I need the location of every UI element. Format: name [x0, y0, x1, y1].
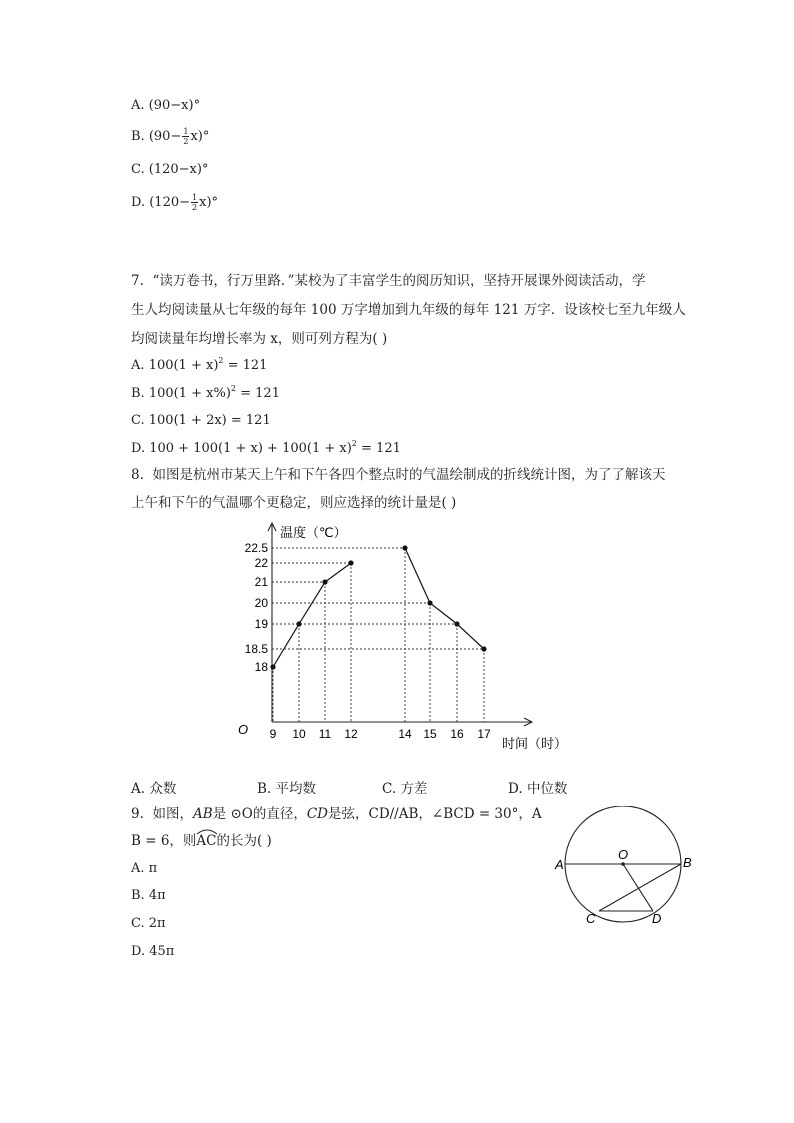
fraction: $\frac{1}{2}$ — [192, 193, 198, 212]
q8-choice-b[interactable] — [257, 777, 316, 797]
segment-cd: CD — [306, 806, 328, 822]
x-axis-label: 时间（时） — [502, 736, 568, 751]
question-number: 7. — [131, 273, 144, 289]
option-letter: B. — [131, 129, 145, 144]
series-line — [273, 563, 351, 667]
q6-option-c[interactable] — [131, 161, 208, 179]
option-text: (120−x)° — [148, 162, 209, 177]
option-text: 方差 — [400, 781, 428, 797]
label-d: D — [652, 911, 662, 926]
data-point — [454, 621, 459, 626]
option-text: 4π — [148, 888, 166, 903]
option-letter: B. — [131, 888, 145, 903]
q7-option-d[interactable] — [131, 440, 401, 458]
option-letter: C. — [131, 162, 145, 177]
q7-text-1: “读万卷书，行万里路．”某校为了丰富学生的阅历知识，坚持开展课外阅读活动，学 — [152, 273, 646, 289]
option-text: = 121 — [223, 358, 268, 373]
option-text: 2π — [148, 916, 166, 931]
data-point — [402, 545, 407, 550]
option-text: 众数 — [149, 781, 177, 797]
option-letter: A. — [131, 861, 145, 876]
option-letter: D. — [131, 441, 146, 456]
data-point — [348, 560, 353, 565]
option-letter: A. — [131, 781, 146, 797]
option-letter: D. — [131, 944, 146, 959]
q8-line-2: 上午和下午的气温哪个更稳定，则应选择的统计量是( ) — [131, 495, 457, 511]
segment-od — [623, 864, 653, 911]
x-tick-label: 17 — [477, 727, 491, 741]
x-tick-label: 15 — [423, 727, 437, 741]
y-tick-label: 22 — [254, 556, 268, 570]
option-text: = 121 — [236, 386, 280, 401]
q7-option-a[interactable] — [131, 357, 267, 375]
option-letter: C. — [382, 781, 397, 797]
option-letter: A. — [131, 98, 145, 113]
question-number: 9. — [131, 806, 144, 822]
q9-text: B = 6，则 — [131, 833, 197, 849]
exponent: 2 — [351, 439, 357, 448]
q9-option-c[interactable] — [131, 915, 166, 933]
segment-ab: AB — [192, 806, 213, 822]
option-text: 100(1 + x) — [148, 358, 219, 373]
y-tick-label: 21 — [254, 575, 268, 589]
q6-option-d[interactable] — [131, 193, 218, 212]
data-point — [270, 664, 275, 669]
q9-line-2 — [131, 832, 272, 850]
q6-option-a[interactable] — [131, 97, 200, 115]
option-text: 100(1 + 2x) = 121 — [148, 413, 271, 428]
option-text: (90−x)° — [148, 98, 201, 113]
y-tick-label: 18 — [254, 660, 268, 674]
q9-line-1 — [131, 805, 542, 823]
x-tick-label: 16 — [450, 727, 464, 741]
y-tick-label: 18.5 — [244, 642, 268, 656]
option-text: 中位数 — [526, 781, 568, 797]
option-letter: D. — [508, 781, 523, 797]
q8-text-1: 如图是杭州市某天上午和下午各四个整点时的气温绘制成的折线统计图，为了了解该天 — [152, 467, 666, 483]
data-point — [427, 600, 432, 605]
q9-text: 的长为( ) — [216, 833, 272, 849]
q6-option-b[interactable] — [131, 127, 209, 146]
q9-text: 是 ⊙O的直径， — [212, 806, 307, 822]
option-text: 平均数 — [275, 781, 317, 797]
q9-option-b[interactable] — [131, 887, 166, 905]
q7-line-2: 生人均阅读量从七年级的每年 100 万字增加到九年级的每年 121 万字．设该校七至九年级人 — [131, 302, 686, 318]
x-tick-label: 11 — [318, 727, 332, 741]
q8-choice-d[interactable] — [508, 777, 567, 797]
x-tick-label: 14 — [398, 727, 412, 741]
option-text: π — [148, 861, 158, 876]
option-text-post: x)° — [190, 129, 210, 144]
arc-symbol-icon — [196, 829, 218, 835]
q8-line-1 — [131, 466, 665, 484]
segment-bc — [599, 864, 681, 911]
q9-option-a[interactable] — [131, 860, 157, 878]
option-letter: B. — [257, 781, 272, 797]
fraction: $\frac{1}{2}$ — [183, 127, 189, 146]
temperature-line-chart — [220, 515, 580, 760]
q7-line-1 — [131, 272, 646, 290]
question-number: 8. — [131, 467, 144, 483]
option-text: 45π — [149, 944, 175, 959]
circle-figure — [552, 806, 694, 930]
option-text-pre: (90− — [148, 129, 182, 144]
series-line — [405, 548, 484, 649]
q8-choice-a[interactable] — [131, 777, 176, 797]
label-c: C — [586, 911, 596, 926]
option-text: 100 + 100(1 + x) + 100(1 + x) — [149, 441, 352, 456]
option-letter: A. — [131, 358, 145, 373]
q7-option-b[interactable] — [131, 385, 280, 403]
option-text-post: x)° — [199, 195, 219, 210]
option-letter: C. — [131, 413, 145, 428]
label-b: B — [683, 855, 692, 870]
option-text: = 121 — [356, 441, 401, 456]
exponent: 2 — [230, 384, 236, 393]
q7-line-3: 均阅读量年均增长率为 x，则可列方程为( ) — [131, 331, 388, 347]
option-letter: C. — [131, 916, 145, 931]
y-tick-label: 22.5 — [244, 541, 268, 555]
q9-option-d[interactable] — [131, 943, 174, 961]
q9-text: 如图， — [152, 806, 193, 822]
q9-text: 是弦，CD//AB，∠BCD = 30°，A — [327, 806, 542, 822]
data-point — [481, 646, 486, 651]
option-letter: D. — [131, 195, 146, 210]
option-text: 100(1 + x%) — [148, 386, 231, 401]
arc-ac: AC — [196, 832, 216, 850]
q8-choice-c[interactable] — [382, 777, 427, 797]
option-text-pre: (120− — [149, 195, 191, 210]
y-tick-label: 20 — [254, 596, 268, 610]
label-a: A — [555, 857, 564, 872]
exponent: 2 — [218, 356, 224, 365]
x-tick-label: 10 — [292, 727, 306, 741]
origin-label: O — [238, 722, 249, 737]
x-tick-label: 9 — [269, 727, 277, 741]
q7-option-c[interactable] — [131, 412, 271, 430]
option-letter: B. — [131, 386, 145, 401]
label-o: O — [618, 847, 629, 862]
y-tick-label: 19 — [254, 617, 268, 631]
x-tick-label: 12 — [344, 727, 358, 741]
data-point — [322, 579, 327, 584]
center-point — [621, 862, 625, 866]
y-axis-label: 温度（℃） — [280, 525, 347, 540]
